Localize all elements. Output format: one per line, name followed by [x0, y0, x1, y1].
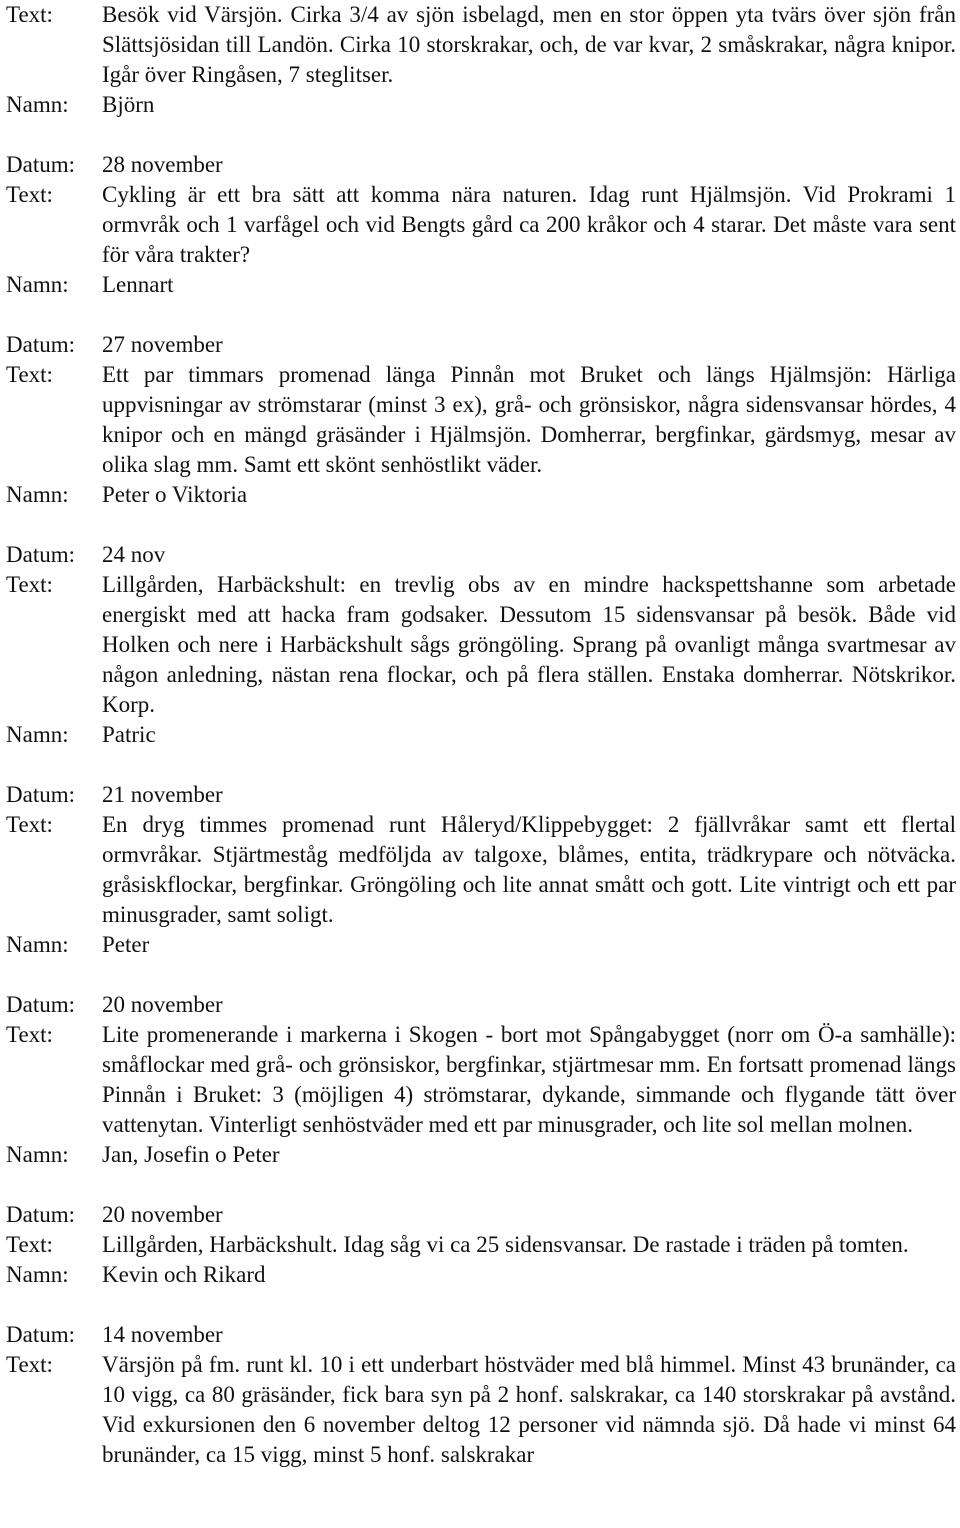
entry-name: Lennart	[102, 272, 174, 297]
log-entry	[6, 990, 956, 1170]
date-label: Datum:	[6, 992, 75, 1017]
entry-name-row	[6, 930, 956, 960]
entry-name-row	[6, 1140, 956, 1170]
text-label: Text:	[6, 2, 53, 27]
date-label: Datum:	[6, 152, 75, 177]
entry-name-row	[6, 1260, 956, 1290]
text-label: Text:	[6, 182, 53, 207]
log-entry	[6, 540, 956, 750]
entry-date-row	[6, 1320, 956, 1350]
entry-text: Lillgården, Harbäckshult: en trevlig obs av en mindre hackspettshanne som arbetade energiskt med att hacka fram godsaker. Dessutom 15 sidensvansar på besök. Både vid Holken och nere i Harbäckshult sågs gröngöling. Sprang på ovanligt många svartmesar av någon anledning, nästan rena flockar, och på flera ställen. Enstaka domherrar. Nötskrikor. Korp.	[102, 572, 956, 717]
text-label: Text:	[6, 572, 53, 597]
entry-name-row	[6, 720, 956, 750]
date-label: Datum:	[6, 1202, 75, 1227]
date-label: Datum:	[6, 542, 75, 567]
entry-name-row	[6, 480, 956, 510]
entry-text-row	[6, 570, 956, 720]
name-label: Namn:	[6, 1262, 69, 1287]
date-label: Datum:	[6, 1322, 75, 1347]
entry-text: Ett par timmars promenad länga Pinnån mot Bruket och längs Hjälmsjön: Härliga uppvisningar av strömstarar (minst 3 ex), grå- och grönsiskor, några sidensvansar hördes, 4 knipor och en mängd gräsänder i Hjälmsjön. Domherrar, bergfinkar, gärdsmyg, mesar av olika slag mm. Samt ett skönt senhöstlikt väder.	[102, 362, 956, 477]
entry-text-row	[6, 0, 956, 90]
name-label: Namn:	[6, 272, 69, 297]
log-entry	[6, 0, 956, 120]
name-label: Namn:	[6, 92, 69, 117]
text-label: Text:	[6, 1232, 53, 1257]
text-label: Text:	[6, 362, 53, 387]
text-label: Text:	[6, 1352, 53, 1377]
entry-date-row	[6, 990, 956, 1020]
entry-text: Lite promenerande i markerna i Skogen - bort mot Spångabygget (norr om Ö-a samhälle): småflockar med grå- och grönsiskor, bergfinkar, stjärtmesar mm. En fortsatt promenad längs Pinnån i Bruket: 3 (möjligen 4) strömstarar, dykande, simmande och flygande tätt över vattenytan. Vinterligt senhöstväder med ett par minusgrader, och lite sol mellan molnen.	[102, 1022, 956, 1137]
log-entry	[6, 330, 956, 510]
entry-date-row	[6, 540, 956, 570]
entry-date: 24 nov	[102, 542, 166, 567]
log-entry	[6, 150, 956, 300]
entry-date: 27 november	[102, 332, 223, 357]
entry-text-row	[6, 180, 956, 270]
entry-date-row	[6, 1200, 956, 1230]
entry-text: Cykling är ett bra sätt att komma nära naturen. Idag runt Hjälmsjön. Vid Prokrami 1 ormvråk och 1 varfågel och vid Bengts gård ca 200 kråkor och 4 starar. Det måste vara sent för våra trakter?	[102, 182, 956, 267]
log-entry	[6, 1200, 956, 1290]
entry-name: Patric	[102, 722, 156, 747]
entry-name: Kevin och Rikard	[102, 1262, 266, 1287]
date-label: Datum:	[6, 782, 75, 807]
entry-name-row	[6, 90, 956, 120]
entry-date: 20 november	[102, 992, 223, 1017]
log-entry	[6, 780, 956, 960]
name-label: Namn:	[6, 932, 69, 957]
entry-name: Björn	[102, 92, 155, 117]
name-label: Namn:	[6, 1142, 69, 1167]
entry-name: Peter	[102, 932, 150, 957]
date-label: Datum:	[6, 332, 75, 357]
entry-text: Värsjön på fm. runt kl. 10 i ett underbart höstväder med blå himmel. Minst 43 brunänder, ca 10 vigg, ca 80 gräsänder, fick bara syn på 2 honf. salskrakar, ca 140 storskrakar på avstånd. Vid exkursionen den 6 november deltog 12 personer vid nämnda sjö. Då hade vi minst 64 brunänder, ca 15 vigg, minst 5 honf. salskrakar	[102, 1352, 956, 1467]
observation-log	[6, 0, 956, 1500]
entry-date-row	[6, 150, 956, 180]
entry-date: 21 november	[102, 782, 223, 807]
entry-date-row	[6, 330, 956, 360]
entry-date: 14 november	[102, 1322, 223, 1347]
entry-date: 20 november	[102, 1202, 223, 1227]
name-label: Namn:	[6, 722, 69, 747]
entry-text-row	[6, 1230, 956, 1260]
entry-date: 28 november	[102, 152, 223, 177]
entry-name-row	[6, 270, 956, 300]
entry-date-row	[6, 780, 956, 810]
entry-text-row	[6, 1350, 956, 1470]
entry-text-row	[6, 360, 956, 480]
text-label: Text:	[6, 1022, 53, 1047]
log-entry	[6, 1320, 956, 1470]
entry-text: Besök vid Värsjön. Cirka 3/4 av sjön isbelagd, men en stor öppen yta tvärs över sjön från Slättsjösidan till Landön. Cirka 10 storskrakar, och, de var kvar, 2 småskrakar, några knipor. Igår över Ringåsen, 7 steglitser.	[102, 2, 956, 87]
name-label: Namn:	[6, 482, 69, 507]
entry-text-row	[6, 1020, 956, 1140]
entry-text-row	[6, 810, 956, 930]
text-label: Text:	[6, 812, 53, 837]
entry-text: Lillgården, Harbäckshult. Idag såg vi ca 25 sidensvansar. De rastade i träden på tomten.	[102, 1232, 909, 1257]
entry-text: En dryg timmes promenad runt Håleryd/Klippebygget: 2 fjällvråkar samt ett flertal ormvråkar. Stjärtmeståg medföljda av talgoxe, blåmes, entita, trädkrypare och nötväcka. gråsiskflockar, bergfinkar. Gröngöling och lite annat smått och gott. Lite vintrigt och ett par minusgrader, samt soligt.	[102, 812, 956, 927]
entry-name: Jan, Josefin o Peter	[102, 1142, 280, 1167]
entry-name: Peter o Viktoria	[102, 482, 248, 507]
